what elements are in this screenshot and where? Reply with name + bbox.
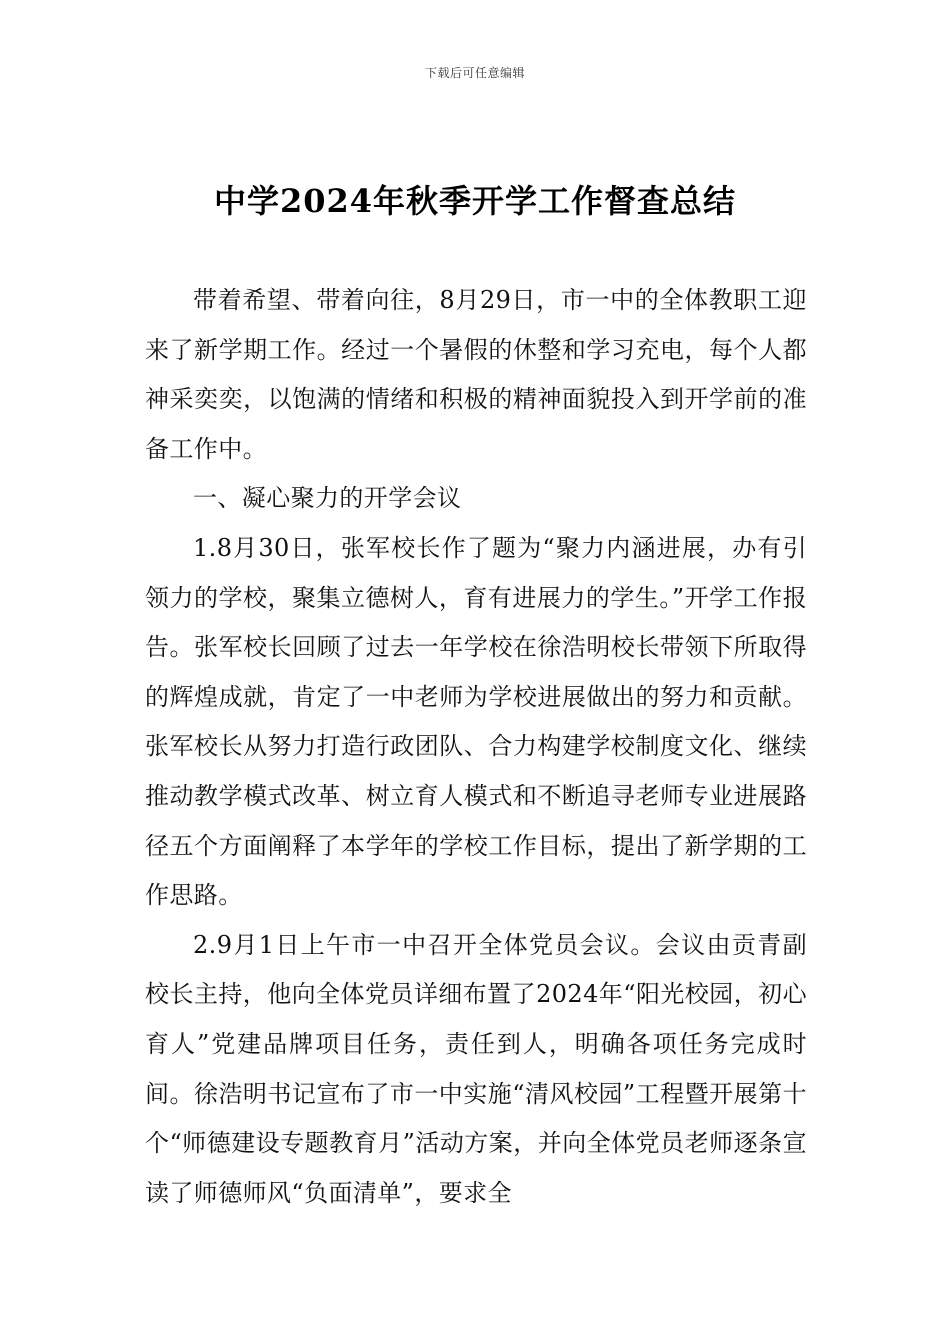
document-title: 中学2024年秋季开学工作督查总结 — [213, 182, 737, 220]
paragraph-item-1: 1.8月30日，张军校长作了题为“聚力内涵进展，办有引领力的学校，聚集立德树人，育有进展力的学生。”开学工作报告。张军校长回顾了过去一年学校在徐浩明校长带领下所取得的辉煌成就，肯定了一中老师为学校进展做出的努力和贡献。张军校长从努力打造行政团队、合力构建学校制度文化、继续推动教学模式改革、树立育人模式和不断追寻老师专业进展路径五个方面阐释了本学年的学校工作目标，提出了新学期的工作思路。 — [145, 533, 807, 910]
paragraph-intro: 带着希望、带着向往，8月29日，市一中的全体教职工迎来了新学期工作。经过一个暑假的休整和学习充电，每个人都神采奕奕，以饱满的情绪和积极的精神面貌投入到开学前的准备工作中。 — [145, 286, 807, 463]
header-note: 下载后可任意编辑 — [424, 66, 525, 80]
paragraph-item-2: 2.9月1日上午市一中召开全体党员会议。会议由贡青副校长主持，他向全体党员详细布置了2024年“阳光校园，初心育人”党建品牌项目任务，责任到人，明确各项任务完成时间。徐浩明书记宣布了市一中实施“清风校园”工程暨开展第十个“师德建设专题教育月”活动方案，并向全体党员老师逐条宣读了师德师风“负面清单”，要求全 — [145, 930, 807, 1207]
section-heading: 一、凝心聚力的开学会议 — [193, 484, 462, 513]
document-body — [145, 276, 807, 1218]
